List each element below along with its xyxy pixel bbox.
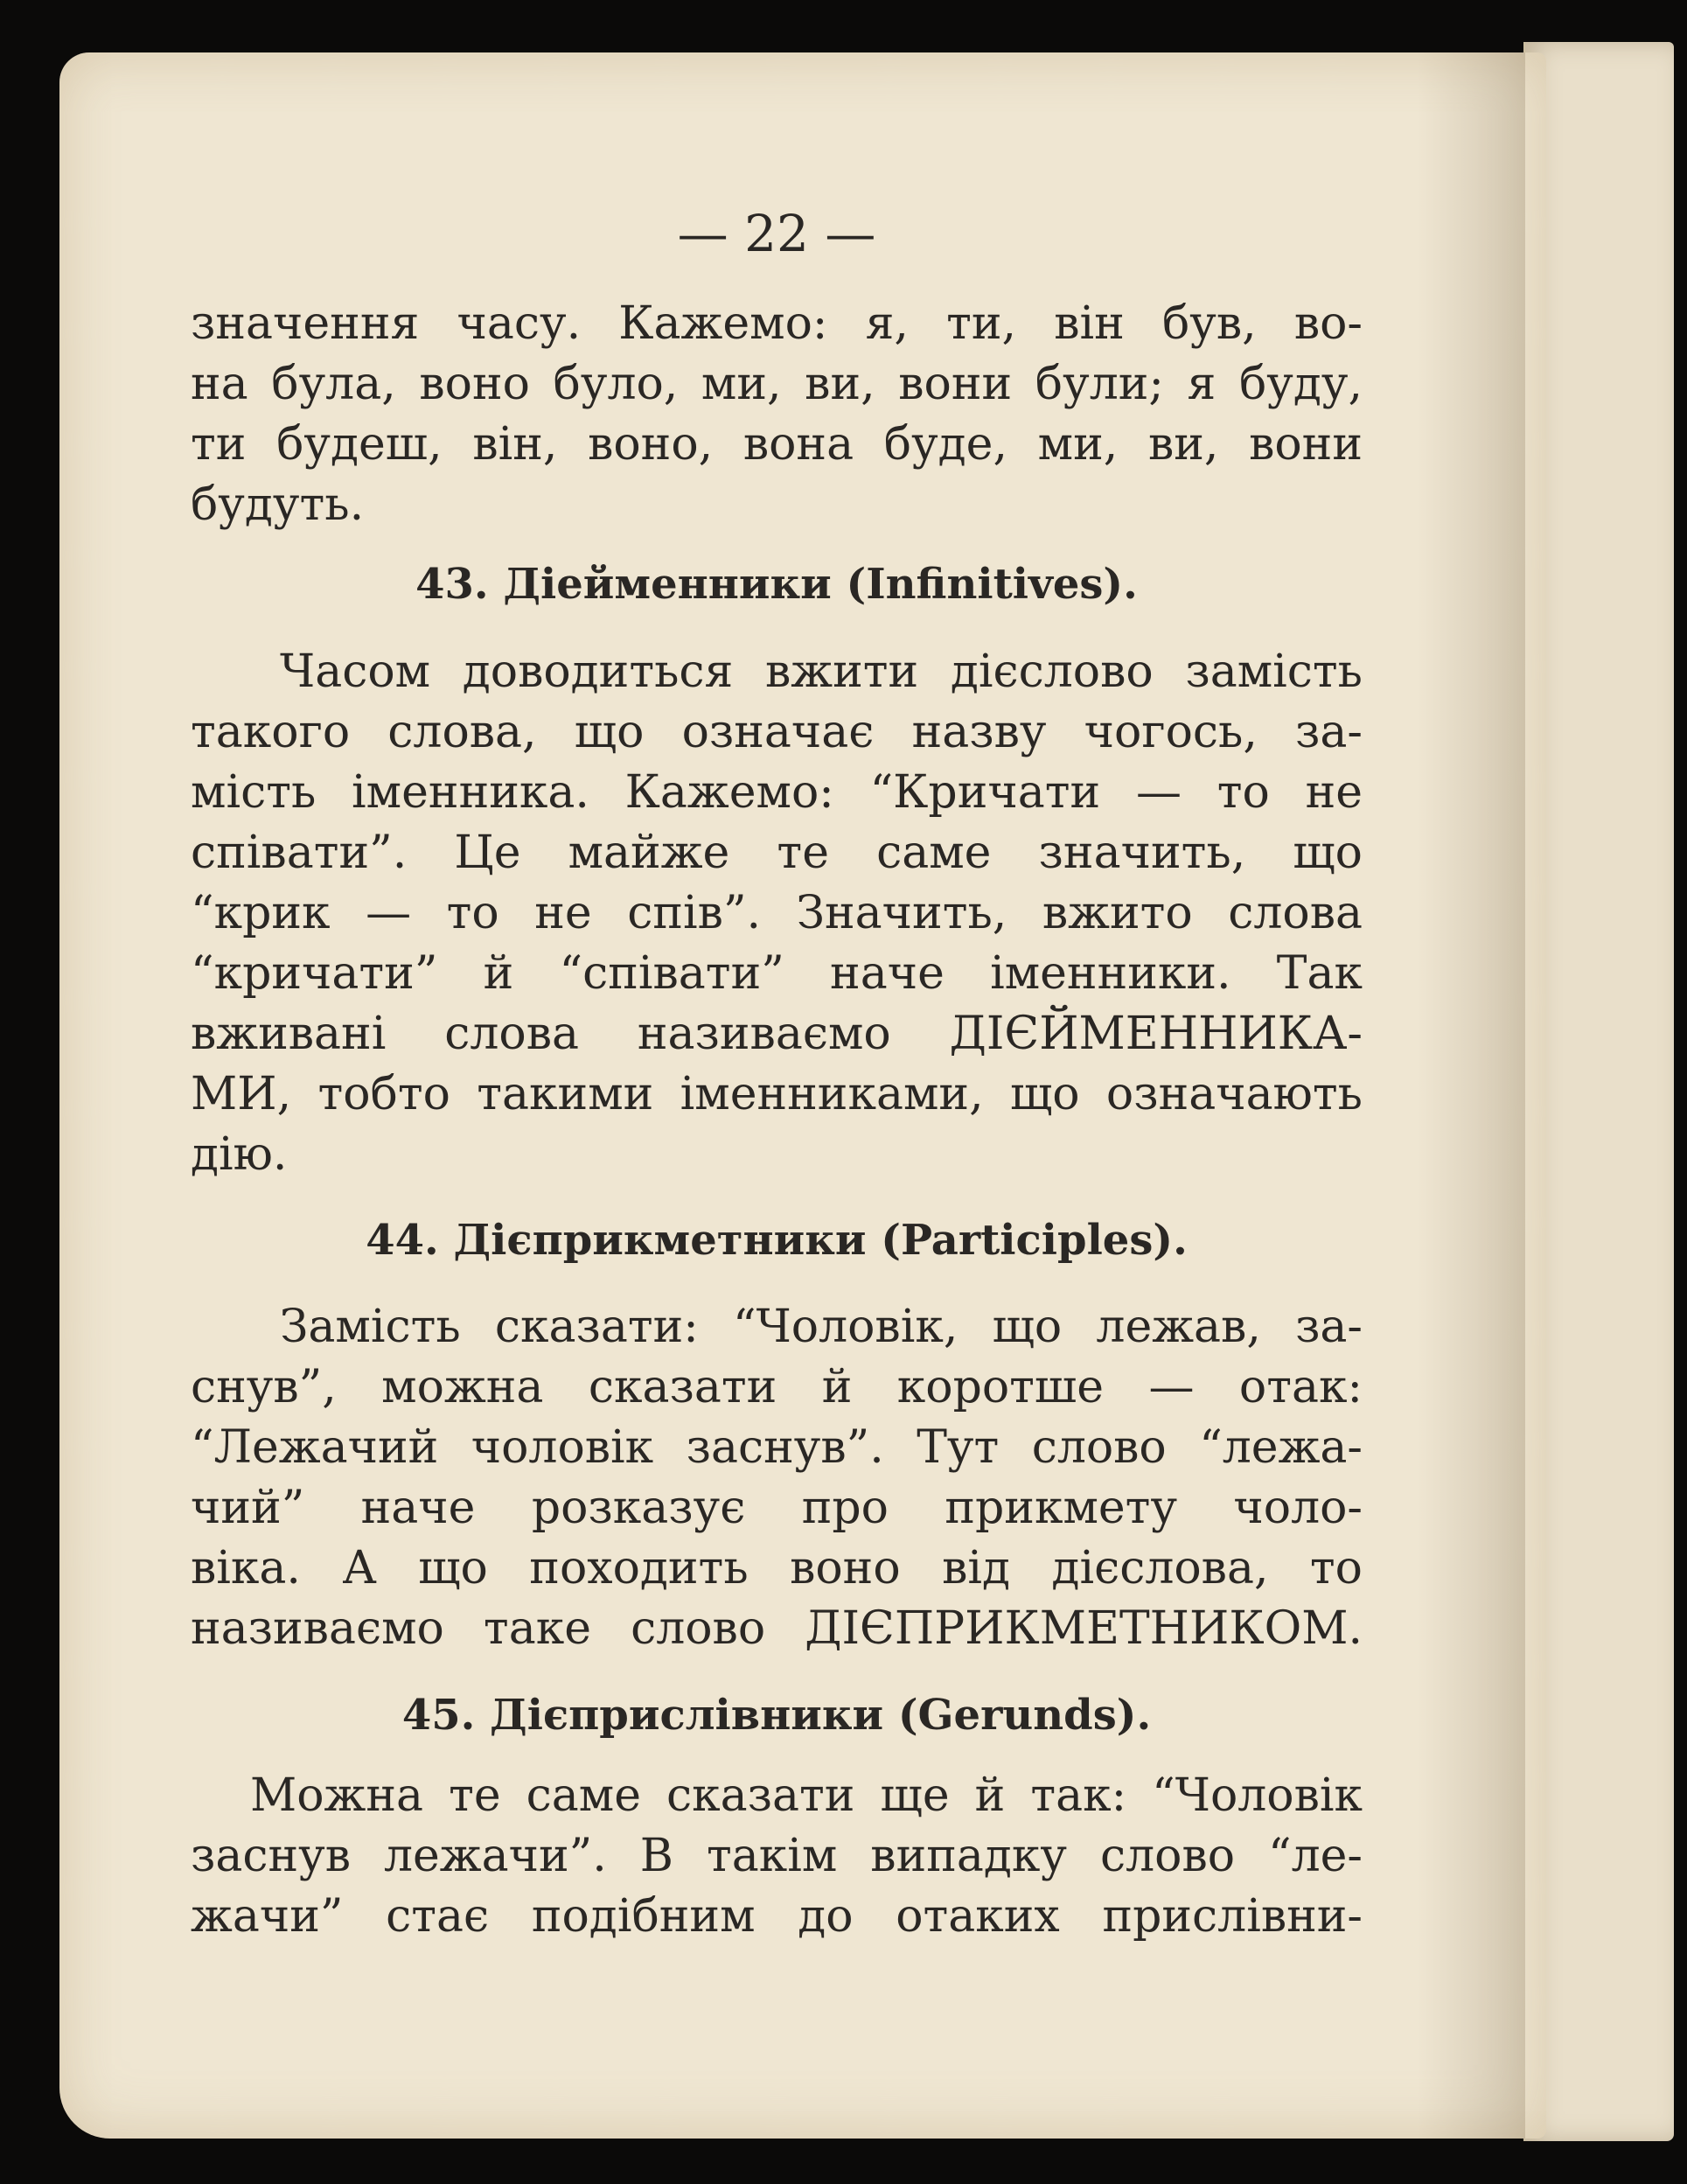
text-line: називаємо таке слово ДІЄПРИКМЕТНИКОМ.	[191, 1602, 1363, 1655]
text-line: ти будеш, він, воно, вона буде, ми, ви, вони	[191, 418, 1363, 471]
text-line: “Лежачий чоловік заснув”. Тут слово “лежа-	[191, 1421, 1363, 1474]
section-heading-44: 44. Дієприкметники (Participles).	[366, 1216, 1188, 1265]
section-heading-43: 43. Діейменники (Infinitives).	[415, 560, 1138, 609]
text-line: значення часу. Кажемо: я, ти, він був, во-	[191, 297, 1363, 350]
text-line: “крик — то не спів”. Значить, вжито слова	[191, 887, 1363, 939]
text-line: мість іменника. Кажемо: “Кричати — то не	[191, 766, 1363, 819]
section-heading-45: 45. Дієприслівники (Gerunds).	[401, 1691, 1152, 1740]
book-gutter	[1417, 52, 1525, 2139]
text-line: Можна те саме сказати ще й так: “Чоловік	[250, 1769, 1363, 1822]
text-line: співати”. Це майже те саме значить, що	[191, 827, 1363, 879]
text-line: на була, воно було, ми, ви, вони були; я буду,	[191, 358, 1363, 410]
text-line: чий” наче розказує про прикмету чоло-	[191, 1482, 1363, 1534]
text-line: заснув лежачи”. В такім випадку слово “ле-	[191, 1830, 1363, 1882]
text-line: будуть.	[191, 478, 365, 531]
text-line: дію.	[191, 1128, 288, 1181]
text-line: Часом доводиться вжити дієслово замість	[280, 645, 1363, 698]
text-line: снув”, можна сказати й коротше — отак:	[191, 1361, 1363, 1413]
text-line: вживані слова називаємо ДІЄЙМЕННИКА-	[191, 1008, 1363, 1060]
text-line: віка. А що походить воно від дієслова, то	[191, 1542, 1363, 1594]
text-line: “кричати” й “співати” наче іменники. Так	[191, 947, 1363, 1000]
page-number: — 22 —	[677, 204, 876, 263]
text-line: такого слова, що означає назву чогось, за-	[191, 706, 1363, 758]
text-line: Замість сказати: “Чоловік, що лежав, за-	[280, 1301, 1363, 1353]
text-line: МИ, тобто такими іменниками, що означають	[191, 1068, 1363, 1120]
text-line: жачи” стає подібним до отаких прислівни-	[191, 1890, 1363, 1943]
